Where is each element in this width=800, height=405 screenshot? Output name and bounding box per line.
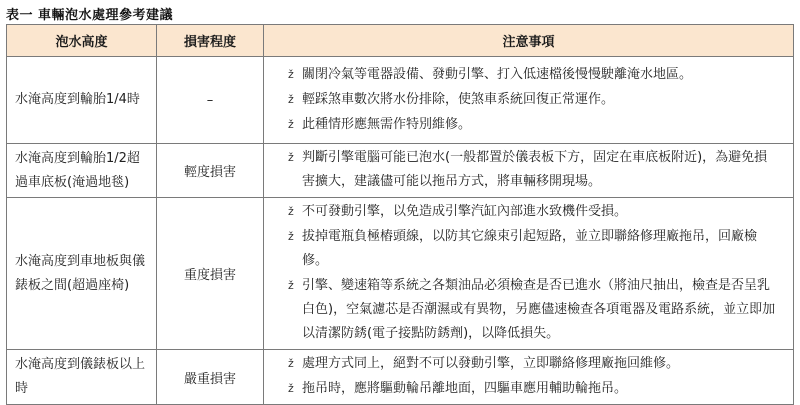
note-item xyxy=(288,352,777,376)
note-text: 拔掉電瓶負極樁頭線，以防其它線束引起短路，並立即聯絡修理廠拖吊，回廠檢修。 xyxy=(302,229,758,268)
water-level-cell: 水淹高度到輪胎1/2超過車底板(淹過地毯) xyxy=(7,144,157,198)
water-level-cell: 水淹高度到輪胎1/4時 xyxy=(7,57,157,144)
header-notes: 注意事項 xyxy=(264,25,794,57)
header-damage-level: 損害程度 xyxy=(157,25,264,57)
note-item xyxy=(288,200,777,224)
damage-level-cell: 嚴重損害 xyxy=(157,350,264,405)
notes-cell xyxy=(264,57,794,144)
bullet-icon: ž xyxy=(288,117,294,131)
water-level-cell: 水淹高度到車地板與儀錶板之間(超過座椅) xyxy=(7,198,157,350)
header-row xyxy=(7,25,794,57)
bullet-icon: ž xyxy=(288,92,294,106)
bullet-icon: ž xyxy=(288,279,294,292)
damage-level-cell: 重度損害 xyxy=(157,198,264,350)
note-item xyxy=(288,377,777,401)
table-row xyxy=(7,350,794,405)
bullet-icon: ž xyxy=(288,205,294,218)
note-text: 此種情形應無需作特別維修。 xyxy=(302,116,472,132)
notes-cell xyxy=(264,144,794,198)
bullet-icon: ž xyxy=(288,382,294,395)
bullet-icon: ž xyxy=(288,230,294,243)
note-text: 拖吊時，應將驅動輪吊離地面，四驅車應用輔助輪拖吊。 xyxy=(302,381,628,396)
note-item xyxy=(288,88,777,112)
note-item xyxy=(288,146,777,194)
note-text: 處理方式同上，絕對不可以發動引擎，立即聯絡修理廠拖回維修。 xyxy=(302,356,680,371)
notes-cell xyxy=(264,350,794,405)
note-text: 引擎、變速箱等系統之各類油品必須檢查是否已進水（將油尺抽出，檢查是否呈乳白色)，空氣濾芯是否潮濕或有異物，另應儘速檢查各項電器及電路系統，並立即加以清潔防銹(電子接點防銹劑)，以降低損失。 xyxy=(302,278,776,341)
table-row xyxy=(7,144,794,198)
damage-level-cell: – xyxy=(157,57,264,144)
bullet-icon: ž xyxy=(288,67,294,81)
note-text: 關閉冷氣等電器設備、發動引擎、打入低速檔後慢慢駛離淹水地區。 xyxy=(302,66,693,82)
note-item xyxy=(288,225,777,273)
damage-level-cell: 輕度損害 xyxy=(157,144,264,198)
bullet-icon: ž xyxy=(288,357,294,370)
table-caption: 表一 車輛泡水處理參考建議 xyxy=(6,8,174,23)
note-item xyxy=(288,113,777,137)
table-row xyxy=(7,198,794,350)
notes-cell xyxy=(264,198,794,350)
flood-advice-table xyxy=(6,24,794,405)
note-text: 不可發動引擎，以免造成引擎汽缸內部進水致機件受損。 xyxy=(302,204,628,219)
note-item xyxy=(288,274,777,346)
note-item xyxy=(288,63,777,87)
table-row xyxy=(7,57,794,144)
water-level-cell: 水淹高度到儀錶板以上時 xyxy=(7,350,157,405)
note-text: 輕踩煞車數次將水份排除，使煞車系統回復正常運作。 xyxy=(302,91,615,107)
note-text: 判斷引擎電腦可能已泡水(一般都置於儀表板下方，固定在車底板附近)，為避免損害擴大，建議儘可能以拖吊方式，將車輛移開現場。 xyxy=(302,150,768,189)
bullet-icon: ž xyxy=(288,151,294,164)
header-water-level: 泡水高度 xyxy=(7,25,157,57)
